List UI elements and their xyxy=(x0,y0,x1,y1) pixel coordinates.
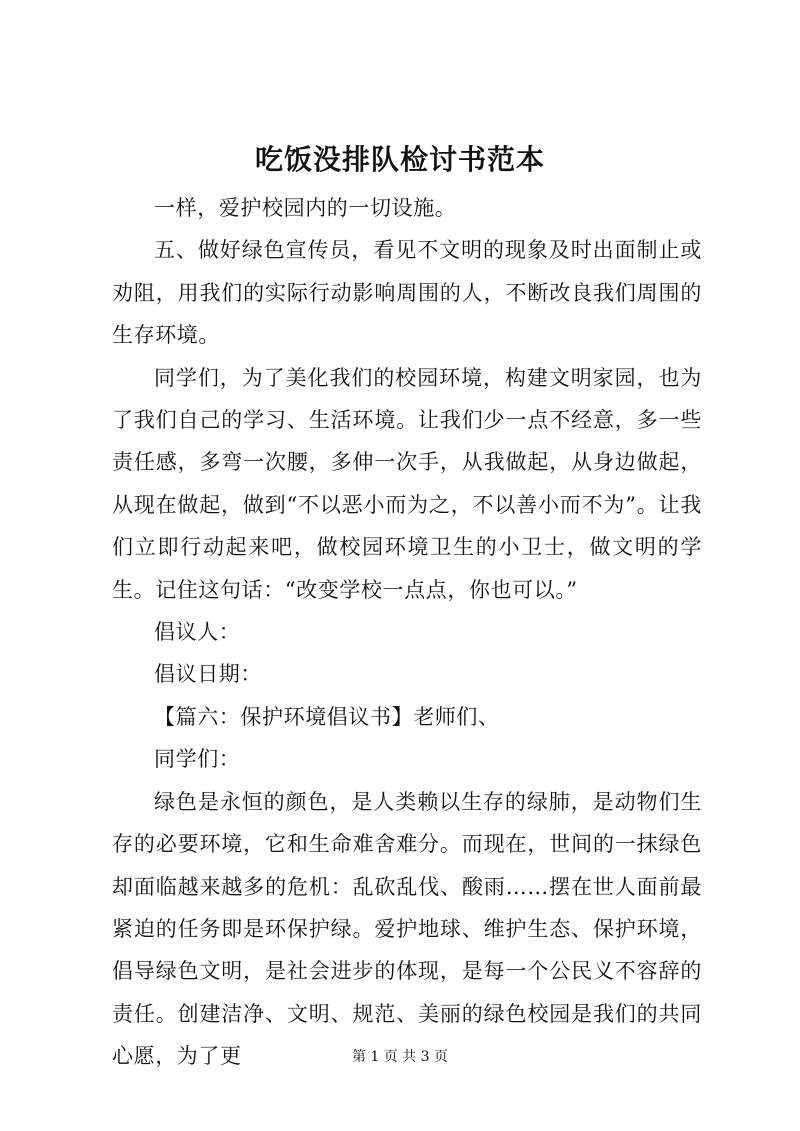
document-title: 吃饭没排队检讨书范本 xyxy=(254,143,545,176)
page-footer: 第 1 页 共 3 页 xyxy=(351,1049,449,1065)
document-body xyxy=(112,187,702,1078)
paragraph: 绿色是永恒的颜色，是人类赖以生存的绿肺，是动物们生存的必要环境，它和生命难舍难分。而现在，世间的一抹绿色却面临越来越多的危机：乱砍乱伐、酸雨……摆在世人面前最紧迫的任务即是环保护绿。爱护地球、维护生态、保护环境，倡导绿色文明，是社会进步的体现，是每一个公民义不容辞的责任。创建洁净、文明、规范、美丽的绿色校园是我们的共同心愿，为了更 xyxy=(112,789,702,1069)
paragraph: 同学们： xyxy=(154,747,241,772)
paragraph: 倡议日期： xyxy=(154,662,262,687)
paragraph: 倡议人： xyxy=(154,620,241,645)
section-heading: 【篇六：保护环境倡议书】老师们、 xyxy=(154,704,500,729)
paragraph: 一样，爱护校园内的一切设施。 xyxy=(154,196,457,220)
paragraph: 五、做好绿色宣传员，看见不文明的现象及时出面制止或劝阻，用我们的实际行动影响周围的人，不断改良我们周围的生存环境。 xyxy=(112,238,702,348)
paragraph: 同学们，为了美化我们的校园环境，构建文明家园，也为了我们自己的学习、生活环境。让我们少一点不经意，多一些责任感，多弯一次腰，多伸一次手，从我做起，从身边做起，从现在做起，做到“不以恶小而为之，不以善小而不为”。让我们立即行动起来吧，做校园环境卫生的小卫士，做文明的学生。记住这句话：“改变学校一点点，你也可以。” xyxy=(112,365,702,602)
